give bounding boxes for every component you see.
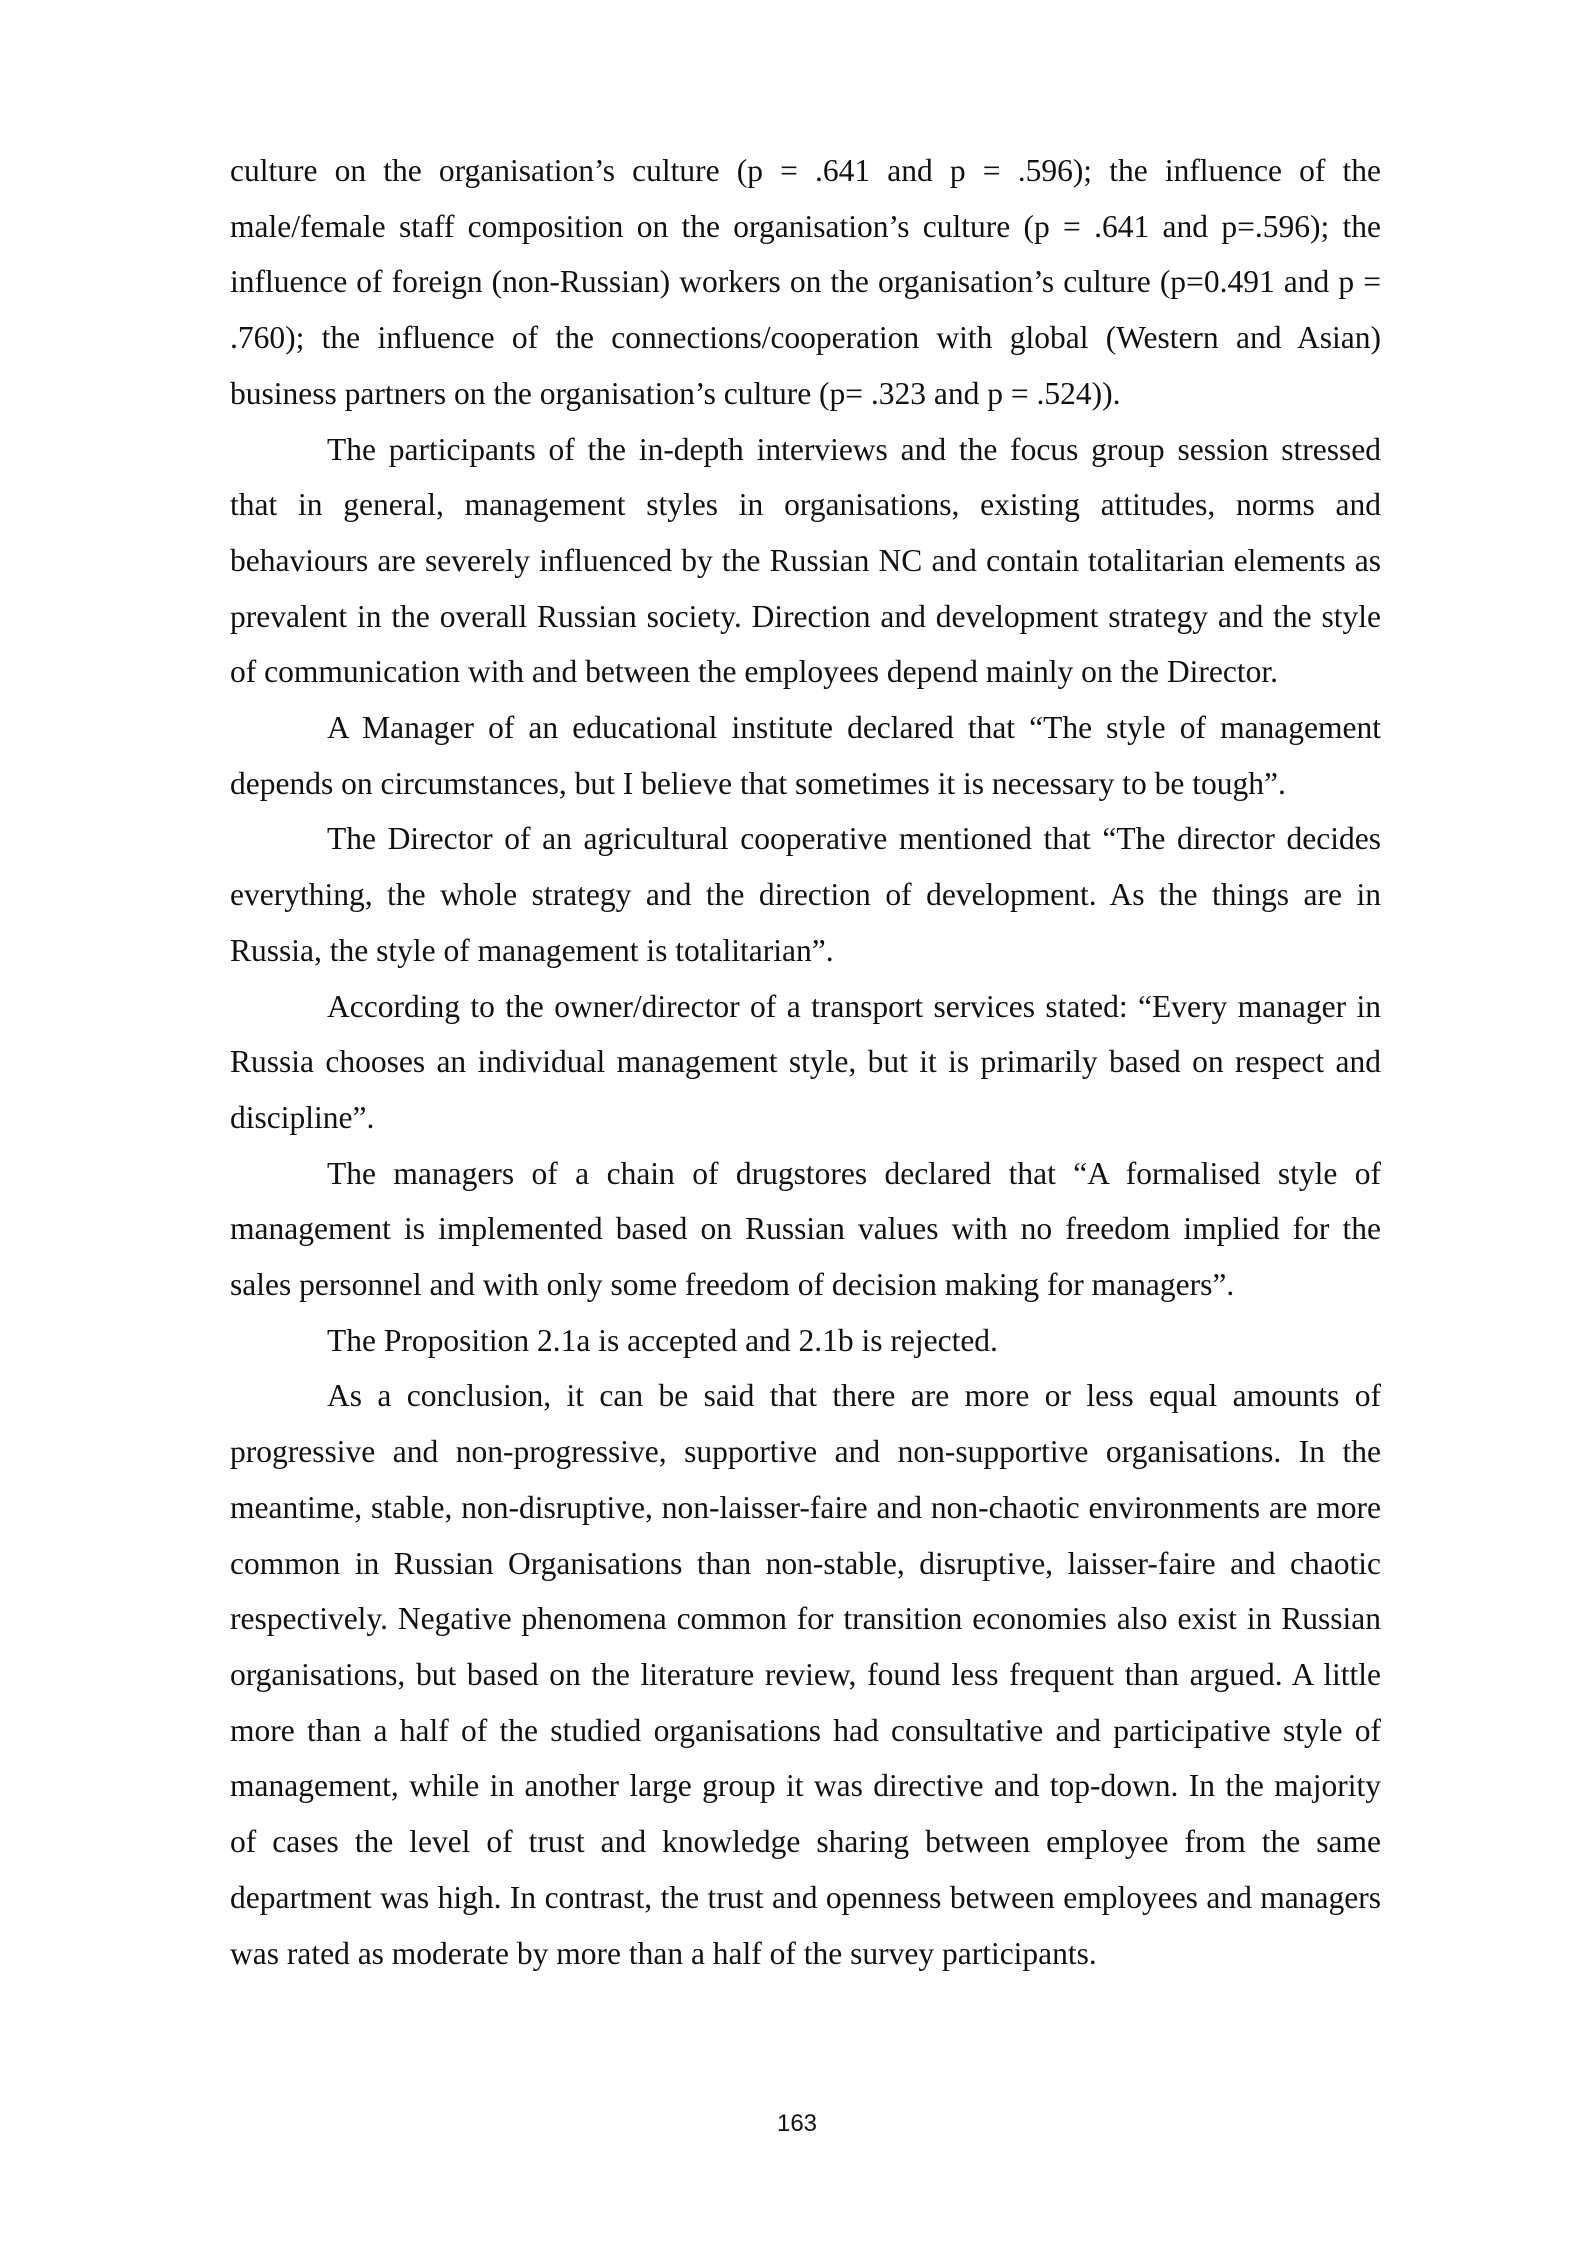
body-text (230, 143, 1381, 1981)
paragraph: According to the owner/director of a transport services stated: “Every manager in Russia chooses an individual management style, but it is primarily based on respect and discipline”. (230, 988, 1381, 1135)
paragraph: The Director of an agricultural cooperative mentioned that “The director decides everything, the whole strategy and the direction of development. As the things are in Russia, the style of management is totalitarian”. (230, 821, 1381, 968)
paragraph-continuation: culture on the organisation’s culture (p = .641 and p = .596); the influence of the male/female staff composition on the organisation’s culture (p = .641 and p=.596); the influence of foreign (non-Russian) workers on the organisation’s culture (p=0.491 and p = .760); the influence of the connections/cooperation with global (Western and Asian) business partners on the organisation’s culture (p= .323 and p = .524)). (230, 153, 1381, 411)
page-number: 163 (776, 2110, 818, 2137)
paragraph: The Proposition 2.1a is accepted and 2.1b is rejected. (327, 1322, 998, 1358)
paragraph: A Manager of an educational institute declared that “The style of management depends on circumstances, but I believe that sometimes it is necessary to be tough”. (230, 710, 1381, 801)
paragraph: As a conclusion, it can be said that there are more or less equal amounts of progressive and non-progressive, supportive and non-supportive organisations. In the meantime, stable, non-disruptive, non-laisser-faire and non-chaotic environments are more common in Russian Organisations than non-stable, disruptive, laisser-faire and chaotic respectively. Negative phenomena common for transition economies also exist in Russian organisations, but based on the literature review, found less frequent than argued. A little more than a half of the studied organisations had consultative and participative style of management, while in another large group it was directive and top-down. In the majority of cases the level of trust and knowledge sharing between employee from the same department was high. In contrast, the trust and openness between employees and managers was rated as moderate by more than a half of the survey participants. (230, 1378, 1381, 1971)
paragraph: The participants of the in-depth interviews and the focus group session stressed that in general, management styles in organisations, existing attitudes, norms and behaviours are severely influenced by the Russian NC and contain totalitarian elements as prevalent in the overall Russian society. Direction and development strategy and the style of communication with and between the employees depend mainly on the Director. (230, 431, 1381, 690)
paragraph: The managers of a chain of drugstores declared that “A formalised style of management is implemented based on Russian values with no freedom implied for the sales personnel and with only some freedom of decision making for managers”. (230, 1155, 1381, 1303)
